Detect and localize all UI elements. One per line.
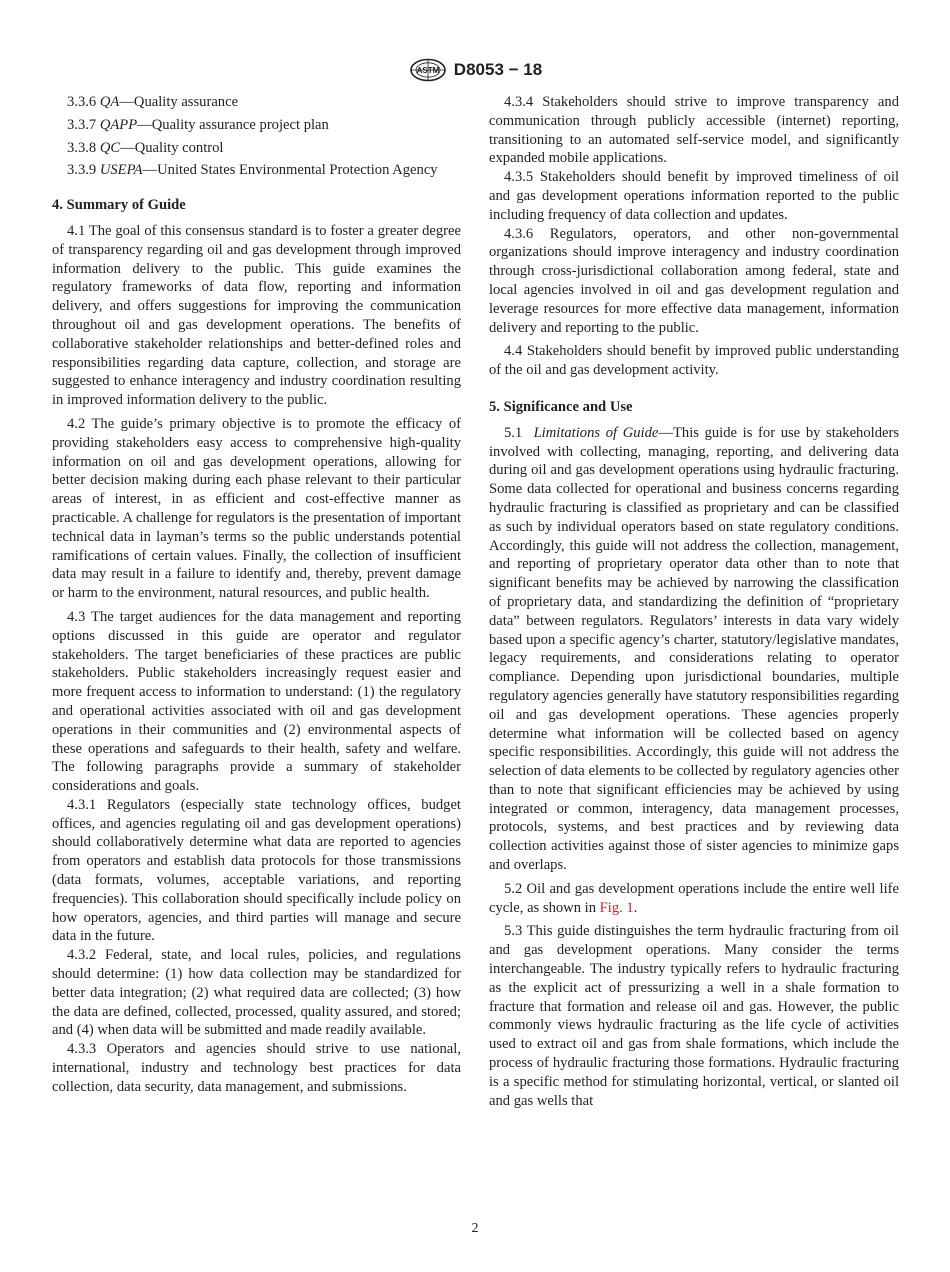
definition-qc: 3.3.8 QC—Quality control [67,139,224,156]
section-4-heading: 4. Summary of Guide [52,197,186,214]
definition-qapp: 3.3.7 QAPP—Quality assurance project plan [67,116,329,133]
paragraph-5-2: 5.2 Oil and gas development operations include the entire well life cycle, as shown in Fig. 1. [489,880,899,916]
right-column [489,93,899,1110]
paragraph-4-4: 4.4 Stakeholders should benefit by improved public understanding of the oil and gas development activity. [489,343,899,379]
figure-1-link[interactable]: Fig. 1 [599,899,634,916]
astm-logo-icon [408,58,448,82]
paragraph-5-1: 5.1 Limitations of Guide—This guide is for use by stakeholders involved with collecting, managing, reporting, and delivering data during oil and gas development operations using hydraulic fracturing. Some data collected for operational and business concerns regarding hydraulic fracturing is classified as proprietary and can be classified as such by individual operators based on state regulatory conditions. Accordingly, this guide will not address the collection, management, and reporting of proprietary operator data other than to note that significant benefits may be achieved by narrowing the classification of proprietary data, and standardizing the definition of “proprietary data” between regulators. Regulators’ interests in data vary widely based upon a specific agency’s charter, statutory/legislative mandates, legacy requirements, and considerations relating to operator compliance. Depending upon jurisdictional boundaries, multiple regulatory agencies generally have statutory responsibilities regarding oil and gas development operations. These agencies properly determine what information will be collected based on agency specific responsibilities. Accordingly, this guide will not address the selection of data elements to be collected by regulatory agencies other than to note that significant efficiencies may be achieved by using integrated or common, interagency, data management processes, protocols, systems, and best practices and by reviewing data collection activities against those of sister agencies to minimize gaps and overlaps. [489,424,900,874]
paragraph-4-3-1: 4.3.1 Regulators (especially state technology offices, budget offices, and agencies regulating oil and gas development operations) should collaboratively determine what data are reported to agencies from operators and establish data protocols for those transmissions (data formats, volumes, acceptable variations, and reporting frequencies). This collaboration should specifically include policy on how operators, agencies, and third parties will manage and secure data in the future. [52,796,461,945]
page-header [0,58,950,82]
paragraph-4-3-2: 4.3.2 Federal, state, and local rules, policies, and regulations should determine: (1) how data collection may be standardized for better data integration; (2) what required data are collected; (3) how the data are defined, collected, processed, quality assured, and stored; and (4) when data will be submitted and made readily available. [52,947,461,1039]
section-5-heading: 5. Significance and Use [489,398,633,415]
paragraph-4-2: 4.2 The guide’s primary objective is to promote the efficacy of providing stakeholders easy access to comprehensive high-quality information on oil and gas development operations, allowing for better decision making during each phase relevant to their particular areas of interest, in as efficient and cost-effective manner as practicable. A challenge for regulators is the presentation of important technical data in layman’s terms so the public understands potential ramifications of certain values. Finally, the collection of insufficient data may result in a failure to identify and, thereby, prevent damage or harm to the environment, natural resources, and public health. [52,415,461,602]
paragraph-4-1: 4.1 The goal of this consensus standard is to foster a greater degree of transparency regarding oil and gas development through improved information delivery to the public. This guide examines the regulatory frameworks of data flow, reporting and information delivery, and offers suggestions for improving the communication throughout oil and gas development operations. The benefits of collaborative stakeholder relationships and better-defined roles and responsibilities regarding data capture, collection, and storage are suggested to enhance interagency and industry coordination resulting in improved information delivery to the public. [52,222,461,409]
paragraph-5-3: 5.3 This guide distinguishes the term hydraulic fracturing from oil and gas development operations. Many consider the terms interchangeable. The industry typically refers to hydraulic fracturing as the explicit act of pressurizing a well in a shale formation to fracture that formation and release oil and gas. However, the public commonly views hydraulic fracturing as the life cycle of activities used to extract oil and gas from shale formations, which include the process of hydraulic fracturing those formations. Hydraulic fracturing is a specific method for stimulating horizontal, vertical, or slanted oil and gas wells that [489,923,899,1109]
standard-designation: D8053 − 18 [453,60,543,79]
left-column [52,93,461,1097]
paragraph-4-3: 4.3 The target audiences for the data management and reporting options discussed in this guide are operator and regulator stakeholders. The target beneficiaries of these practices are public stakeholders. Public stakeholders increasingly request easier and more frequent access to information to understand: (1) the regulatory and operational activities associated with oil and gas development operations in their communities and (2) environmental aspects of these operations and safeguards to their health, safety and welfare. The following paragraphs provide a summary of stakeholder considerations and goals. [52,608,461,795]
paragraph-4-3-6: 4.3.6 Regulators, operators, and other non-governmental organizations should improve interagency and industry coordination through cross-jurisdictional collaboration among federal, state and local agencies involved in oil and gas development regulation and leverage resources for more effective data management, information delivery and reporting to the public. [489,225,899,336]
paragraph-4-3-5: 4.3.5 Stakeholders should benefit by improved timeliness of oil and gas development operations information reported to the public including frequency of data collection and updates. [489,169,899,223]
paragraph-4-3-3: 4.3.3 Operators and agencies should strive to use national, international, industry and technology best practices for data collection, data security, data management, and submissions. [52,1041,461,1095]
definition-usepa: 3.3.9 USEPA—United States Environmental Protection Agency [67,162,438,179]
page-number: 2 [471,1221,479,1236]
paragraph-4-3-4: 4.3.4 Stakeholders should strive to improve transparency and communication through publicly accessible (internet) reporting, transitioning to an automated self-service model, and significantly expanded mobile applications. [489,94,899,167]
definition-qa: 3.3.6 QA—Quality assurance [67,94,239,110]
astm-logo-text: ASTM [416,66,440,75]
